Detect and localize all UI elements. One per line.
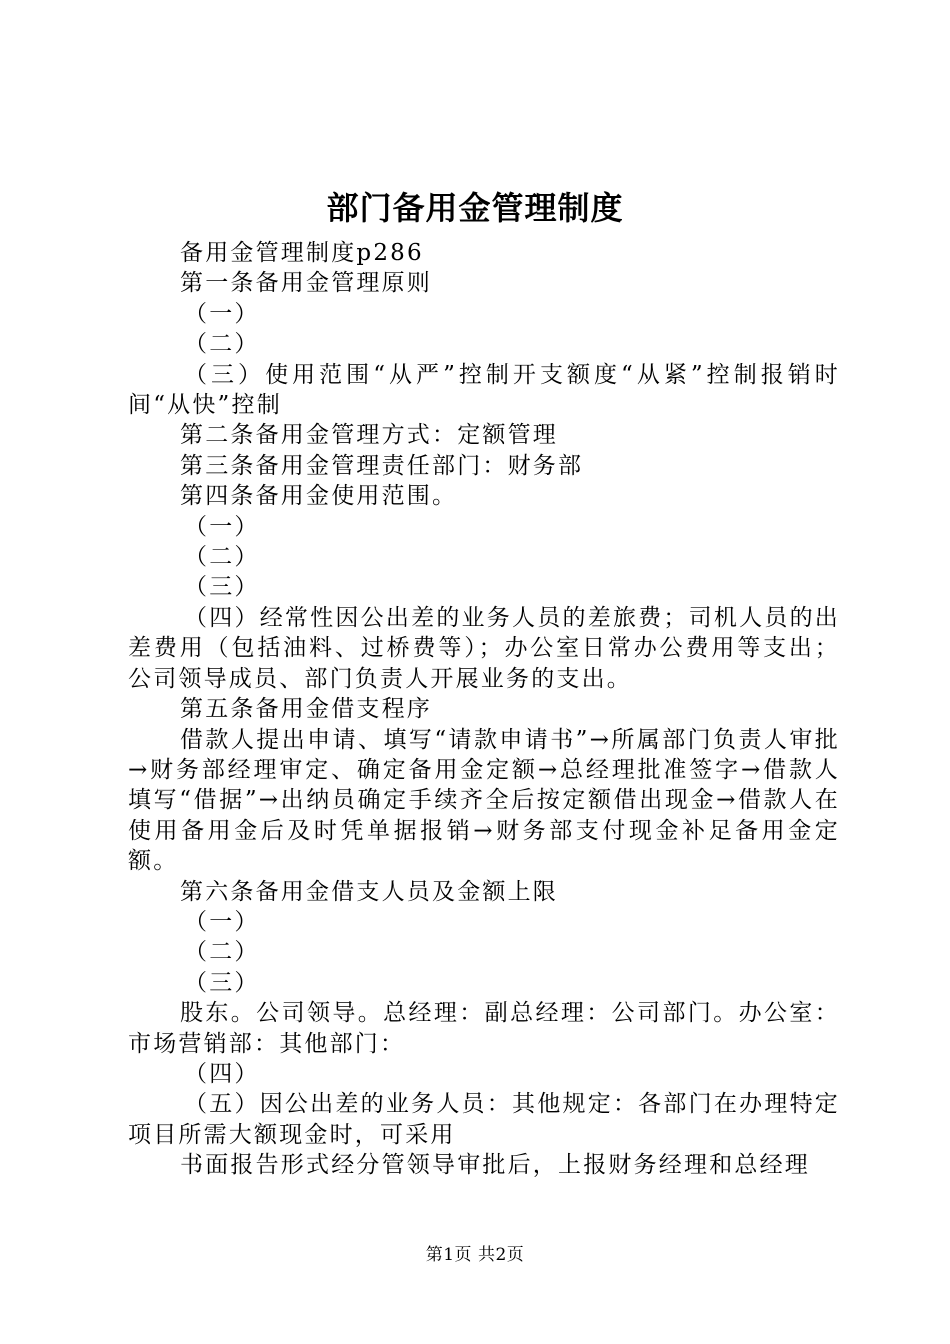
list-item-paragraph: （四）经常性因公出差的业务人员的差旅费；司机人员的出差费用（包括油料、过桥费等）；办公室日常办公费用等支出；公司领导成员、部门负责人开展业务的支出。 — [128, 604, 840, 692]
body-paragraph: 书面报告形式经分管领导审批后，上报财务经理和总经理 — [180, 1152, 810, 1179]
list-item-paragraph: （一） — [184, 513, 260, 540]
body-paragraph: 备用金管理制度p286 — [180, 240, 424, 266]
list-item-paragraph: （五）因公出差的业务人员：其他规定：各部门在办理特定项目所需大额现金时，可采用 — [128, 1091, 840, 1148]
body-paragraph: 第六条备用金借支人员及金额上限 — [180, 878, 558, 905]
list-item-paragraph: （三） — [184, 574, 260, 601]
list-item-paragraph: （二） — [184, 939, 260, 966]
list-item-paragraph: （一） — [184, 300, 260, 327]
body-paragraph: 第二条备用金管理方式：定额管理 — [180, 422, 558, 449]
body-paragraph: 第五条备用金借支程序 — [180, 696, 432, 723]
page-footer: 第1页 共2页 — [425, 1245, 525, 1265]
body-paragraph: 第四条备用金使用范围。 — [180, 483, 458, 510]
list-item-paragraph: （一） — [184, 908, 260, 935]
document-body — [128, 238, 840, 1181]
body-paragraph: 借款人提出申请、填写“请款申请书”→所属部门负责人审批→财务部经理审定、确定备用金定额→总经理批准签字→借款人填写“借据”→出纳员确定手续齐全后按定额借出现金→借款人在使用备用金后及时凭单据报销→财务部支付现金补足备用金定额。 — [128, 726, 840, 875]
body-paragraph: 第一条备用金管理原则 — [180, 270, 432, 297]
list-item-paragraph: （四） — [184, 1060, 260, 1087]
list-item-paragraph: （二） — [184, 544, 260, 571]
body-paragraph: 第三条备用金管理责任部门：财务部 — [180, 452, 584, 479]
list-item-paragraph: （三） — [184, 969, 260, 996]
document-title: 部门备用金管理制度 — [326, 189, 624, 227]
list-item-paragraph: （二） — [184, 331, 260, 358]
list-item-paragraph: （三）使用范围“从严”控制开支额度“从紧”控制报销时间“从快”控制 — [128, 361, 840, 419]
body-paragraph: 股东。公司领导。总经理：副总经理：公司部门。办公室：市场营销部：其他部门： — [128, 1000, 840, 1057]
